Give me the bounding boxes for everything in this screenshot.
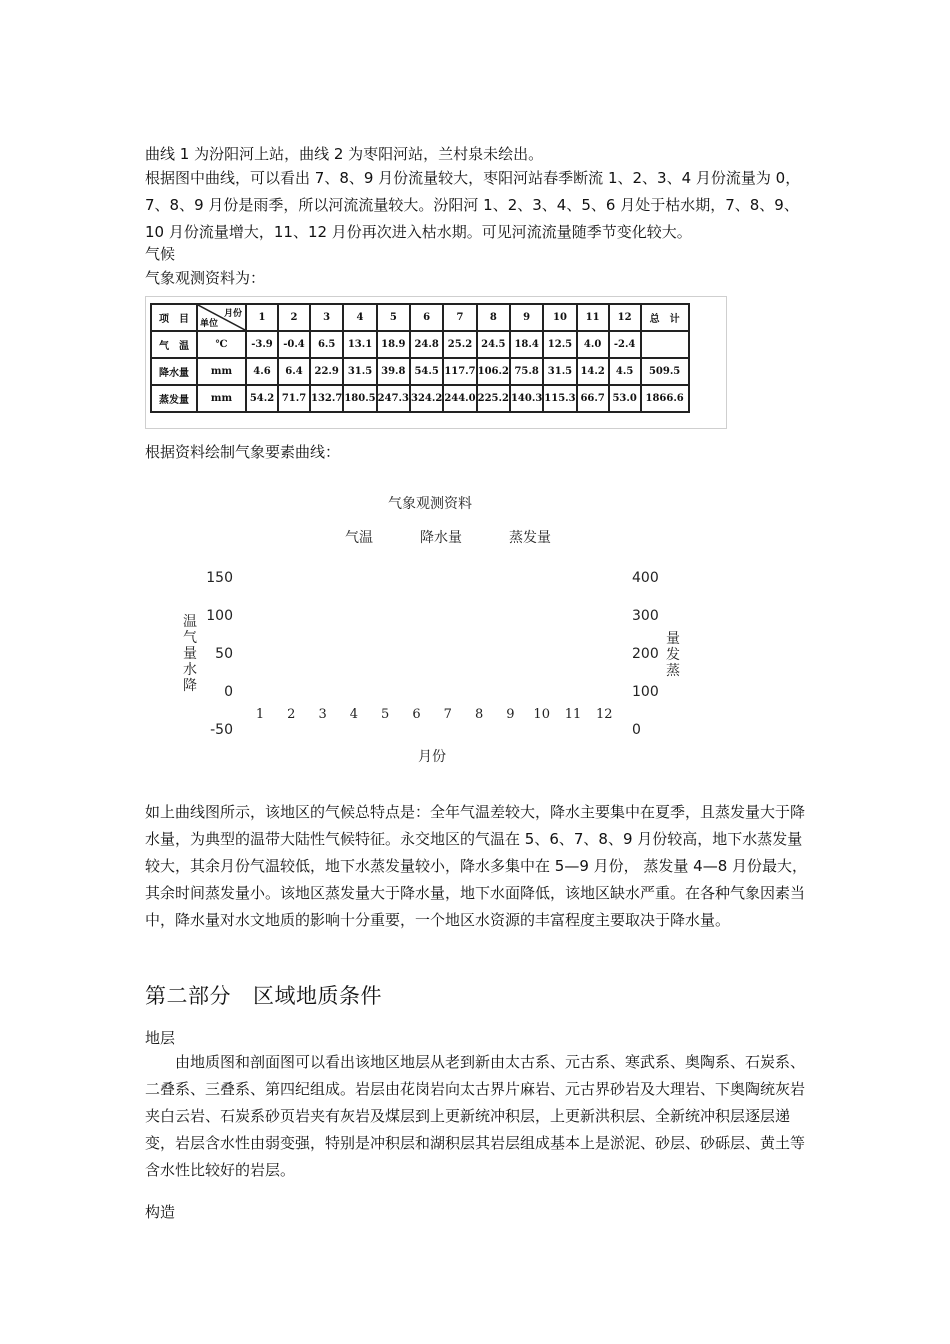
table-cell: 244.0 [443,385,476,412]
month-2: 2 [278,304,310,331]
legend-entry: 蒸发量 [509,530,551,546]
table-cell: 115.3 [543,385,576,412]
table-header-row [151,304,689,331]
row-total [641,331,689,358]
table-cell: 6.5 [310,331,343,358]
header-total: 总 计 [641,304,689,331]
month-7: 7 [443,304,476,331]
climate-heading: 气候 [145,245,176,263]
month-9: 9 [510,304,543,331]
intro-line-1: 曲线 1 为汾阳河上站，曲线 2 为枣阳河站，兰村泉未绘出。 [145,145,544,163]
row-unit: mm [197,385,246,412]
table-row-precipitation [151,358,689,385]
right-tick-label: 200 [632,646,659,662]
left-axis-label-char: 气 [183,630,197,646]
left-axis-label-char: 温 [183,614,197,630]
table-cell: 225.2 [477,385,510,412]
table-row-temperature [151,331,689,358]
month-3: 3 [310,304,343,331]
x-tick-label: 8 [474,707,484,722]
section-name: 区域地质条件 [253,984,382,1008]
left-tick-label: 0 [224,684,233,700]
x-tick-label: 6 [412,707,421,722]
row-total: 1866.6 [641,385,689,412]
table-cell: 31.5 [343,358,376,385]
left-tick-label: 100 [206,608,233,624]
x-tick-label: 7 [443,707,452,722]
legend-entry: 气温 [345,530,373,546]
table-cell: 39.8 [377,358,410,385]
right-tick-label: 0 [632,722,641,738]
table-cell: 18.9 [377,331,410,358]
table-cell: 324.2 [410,385,443,412]
x-tick-label: 4 [349,707,359,722]
intro-paragraph-flow: 根据图中曲线，可以看出 7、8、9 月份流量较大，枣阳河站春季断流 1、2、3、4 月份流量为 0，7、8、9 月份是雨季，所以河流流量较大。汾阳河 1、2、3、4、5、6 月处于枯水期，7、8、9、10 月份流量增大，11、12 月份再次进入枯水期。可见河流流量随季节变化较大。 [145,169,801,241]
month-5: 5 [377,304,410,331]
right-tick-label: 400 [632,570,659,586]
x-tick-label: 1 [255,707,265,722]
right-axis-label-char: 量 [666,631,680,647]
legend-entry: 降水量 [420,530,462,546]
month-10: 10 [543,304,576,331]
chart-intro: 根据资料绘制气象要素曲线： [145,443,341,461]
row-unit: ℃ [197,331,246,358]
row-name: 蒸发量 [151,385,197,412]
table-cell: 13.1 [343,331,376,358]
table-cell: -2.4 [609,331,641,358]
table-cell: -3.9 [246,331,278,358]
table-cell: 6.4 [278,358,310,385]
x-tick-label: 3 [318,707,327,722]
month-1: 1 [246,304,278,331]
structure-heading: 构造 [145,1203,176,1221]
left-axis-label-char: 量 [183,646,197,662]
table-cell: 18.4 [510,331,543,358]
table-cell: 4.6 [246,358,278,385]
left-tick-label: -50 [210,722,233,738]
table-cell: 14.2 [577,358,609,385]
left-axis-label-char: 水 [183,662,197,678]
x-tick-label: 10 [533,707,550,722]
month-6: 6 [410,304,443,331]
table-cell: 24.8 [410,331,443,358]
row-name: 降水量 [151,358,197,385]
table-cell: 54.5 [410,358,443,385]
table-cell: 25.2 [443,331,476,358]
table-cell: 117.7 [443,358,476,385]
section-number: 第二部分 [145,984,231,1008]
row-name: 气 温 [151,331,197,358]
table-cell: -0.4 [278,331,310,358]
table-cell: 4.5 [609,358,641,385]
header-unit: 单位 [200,319,219,329]
right-tick-label: 300 [632,608,659,624]
observation-label: 气象观测资料为： [145,269,266,287]
table-cell: 132.7 [310,385,343,412]
left-tick-label: 150 [206,570,233,586]
x-axis-label: 月份 [418,749,446,765]
table-cell: 140.3 [510,385,543,412]
table-cell: 75.8 [510,358,543,385]
x-tick-label: 11 [564,707,582,722]
x-tick-label: 12 [596,707,613,722]
left-tick-label: 50 [215,646,233,662]
section-title [145,980,382,1010]
table-cell: 31.5 [543,358,576,385]
month-8: 8 [477,304,510,331]
x-tick-label: 2 [287,707,296,722]
strata-heading: 地层 [145,1029,176,1047]
month-12: 12 [609,304,641,331]
strata-paragraph: 由地质图和剖面图可以看出该地区地层从老到新由太古系、元古系、寒武系、奥陶系、石炭系、二叠系、三叠系、第四纪组成。岩层由花岗岩向太古界片麻岩、元古界砂岩及大理岩、下奥陶统灰岩夹白云岩、石炭系砂页岩夹有灰岩及煤层到上更新统冲积层，上更新洪积层、全新统冲积层逐层递变，岩层含水性由弱变强，特别是冲积层和湖积层其岩层组成基本上是淤泥、砂层、砂砾层、黄土等含水性比较好的岩层。 [145,1053,806,1179]
header-diagonal-cell [197,304,246,331]
month-4: 4 [343,304,376,331]
table-cell: 106.2 [477,358,510,385]
climate-chart [145,480,705,780]
header-item: 项 目 [151,304,197,331]
table-cell: 247.3 [377,385,410,412]
weather-table-image [145,296,727,429]
chart-title: 气象观测资料 [388,496,472,512]
table-cell: 53.0 [609,385,641,412]
month-11: 11 [577,304,609,331]
table-row-evaporation [151,385,689,412]
row-unit: mm [197,358,246,385]
left-axis-label-char: 降 [183,678,197,694]
right-tick-label: 100 [632,684,659,700]
table-cell: 54.2 [246,385,278,412]
x-tick-label: 9 [506,707,515,722]
table-cell: 12.5 [543,331,576,358]
right-axis-label-char: 发 [666,647,680,663]
right-axis-label-char: 蒸 [666,663,680,679]
row-total: 509.5 [641,358,689,385]
table-cell: 22.9 [310,358,343,385]
table-cell: 180.5 [343,385,376,412]
x-tick-label: 5 [381,707,390,722]
table-cell: 4.0 [577,331,609,358]
table-cell: 71.7 [278,385,310,412]
climate-summary: 如上曲线图所示，该地区的气候总特点是：全年气温差较大，降水主要集中在夏季，且蒸发量大于降水量，为典型的温带大陆性气候特征。永交地区的气温在 5、6、7、8、9 月份较高，地下水蒸发量较大，其余月份气温较低，地下水蒸发量较小，降水多集中在 5—9 月份， 蒸发量 4—8 月份最大，其余时间蒸发量小。该地区蒸发量大于降水量，地下水面降低，该地区缺水严重。在各种气象因素当中，降水量对水文地质的影响十分重要，一个地区水资源的丰富程度主要取决于降水量。 [145,803,808,929]
header-month: 月份 [223,309,242,319]
table-cell: 24.5 [477,331,510,358]
weather-table [150,303,690,413]
table-cell: 66.7 [577,385,609,412]
